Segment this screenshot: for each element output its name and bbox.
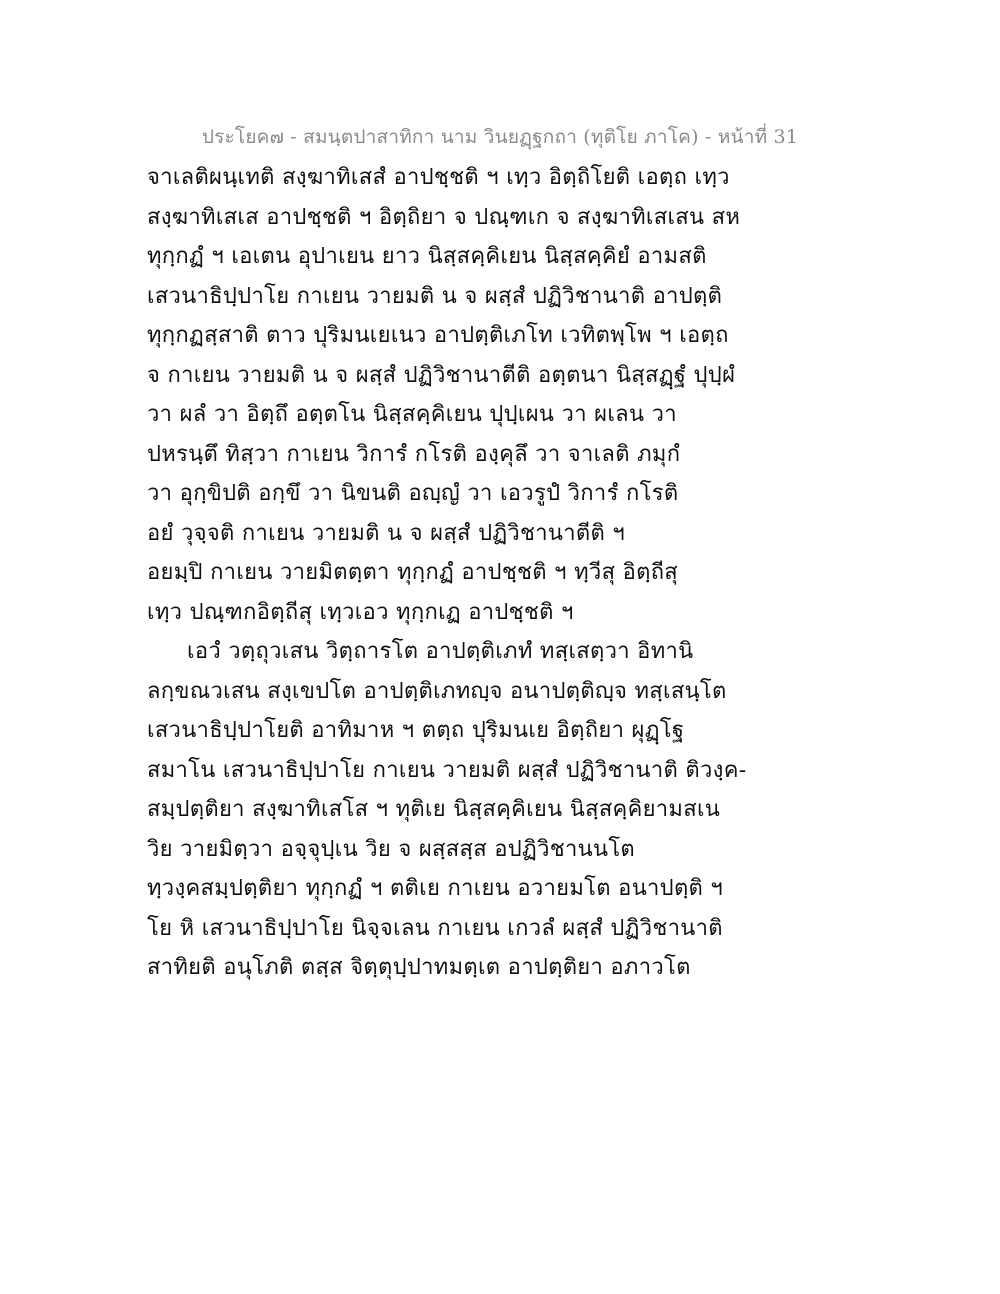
text-line: จาเลติผนฺเทติ สงฺฆาทิเสสํ อาปชฺชติ ฯ เทฺว อิตฺถิโยติ เอตฺถ เทฺว — [147, 165, 730, 190]
text-line: ทุกฺกฏํ ฯ เอเตน อุปาเยน ยาว นิสฺสคฺคิเยน นิสฺสคฺคิยํ อามสติ — [147, 244, 707, 269]
text-line: วา อุกฺขิปติ อกฺขึ วา นิขนติ อญฺญํ วา เอวรูปํ วิการํ กโรติ — [147, 481, 679, 506]
running-header — [0, 122, 1000, 152]
paragraph — [147, 158, 867, 632]
text-line: อยมฺปิ กาเยน วายมิตตฺตา ทุกฺกฏํ อาปชฺชติ ฯ ทฺวีสุ อิตฺถีสุ — [147, 560, 679, 585]
text-line: ทฺวงฺคสมฺปตฺติยา ทุกฺกฏํ ฯ ตติเย กาเยน อวายมโต อนาปตฺติ ฯ — [147, 876, 724, 901]
text-line: เอวํ วตฺถุวเสน วิตฺถารโต อาปตฺติเภทํ ทสฺเสตฺวา อิทานิ — [187, 639, 694, 664]
text-line: ลกฺขณวเสน สงฺเขปโต อาปตฺติเภทญฺจ อนาปตฺติญฺจ ทสฺเสนฺโต — [147, 678, 727, 704]
text-line: ทุกฺกฏสฺสาติ ตาว ปุริมนเยเนว อาปตฺติเภโท เวทิตพฺโพ ฯ เอตฺถ — [147, 323, 729, 348]
text-line: สมฺปตฺติยา สงฺฆาทิเสโส ฯ ทุติเย นิสฺสคฺคิเยน นิสฺสคฺคิยามสเน — [147, 797, 721, 822]
text-line: เสวนาธิปฺปาโยติ อาทิมาห ฯ ตตฺถ ปุริมนเย อิตฺถิยา ผุฏฺโฐ — [147, 718, 685, 743]
body-text — [147, 158, 867, 988]
text-line: ปหรนฺตึ ทิสฺวา กาเยน วิการํ กโรติ องฺคุลึ วา จาเลติ ภมุกํ — [147, 441, 681, 467]
text-line: เทฺว ปณฺฑกอิตฺถีสุ เทฺวเอว ทุกฺกเฏ อาปชฺชติ ฯ — [147, 599, 574, 625]
text-line: อยํ วุจฺจติ กาเยน วายมติ น จ ผสฺสํ ปฏิวิชานาตีติ ฯ — [147, 520, 626, 546]
text-line: วา ผลํ วา อิตฺถึ อตฺตโน นิสฺสคฺคิเยน ปุปฺเผน วา ผเลน วา — [147, 402, 677, 427]
text-line: เสวนาธิปฺปาโย กาเยน วายมติ น จ ผสฺสํ ปฏิวิชานาติ อาปตฺติ — [147, 283, 723, 309]
text-line: สมาโน เสวนาธิปฺปาโย กาเยน วายมติ ผสฺสํ ปฏิวิชานาติ ติวงฺค- — [147, 757, 747, 783]
text-line: จ กาเยน วายมติ น จ ผสฺสํ ปฏิวิชานาตีติ อตฺตนา นิสฺสฏฺฐํ ปุปฺผํ — [147, 362, 736, 388]
text-line: สาทิยติ อนุโภติ ตสฺส จิตฺตุปฺปาทมตฺเต อาปตฺติยา อภาวโต — [147, 955, 691, 980]
page-number: หน้าที่ 31 — [717, 126, 799, 148]
text-line: วิย วายมิตฺวา อจฺจุปฺเน วิย จ ผสฺสสฺส อปฏิวิชานนโต — [147, 836, 636, 862]
header-title: ประโยค๗ - สมนฺตปาสาทิกา นาม วินยฏฺฐกถา (ทุติโย ภาโค) — [201, 126, 699, 148]
paragraph — [147, 632, 867, 988]
text-line: โย หิ เสวนาธิปฺปาโย นิจฺจเลน กาเยน เกวลํ ผสฺสํ ปฏิวิชานาติ — [147, 915, 723, 941]
header-separator: - — [704, 126, 712, 148]
text-line: สงฺฆาทิเสเส อาปชฺชติ ฯ อิตฺถิยา จ ปณฺฑเก จ สงฺฆาทิเสเสน สห — [147, 204, 741, 230]
